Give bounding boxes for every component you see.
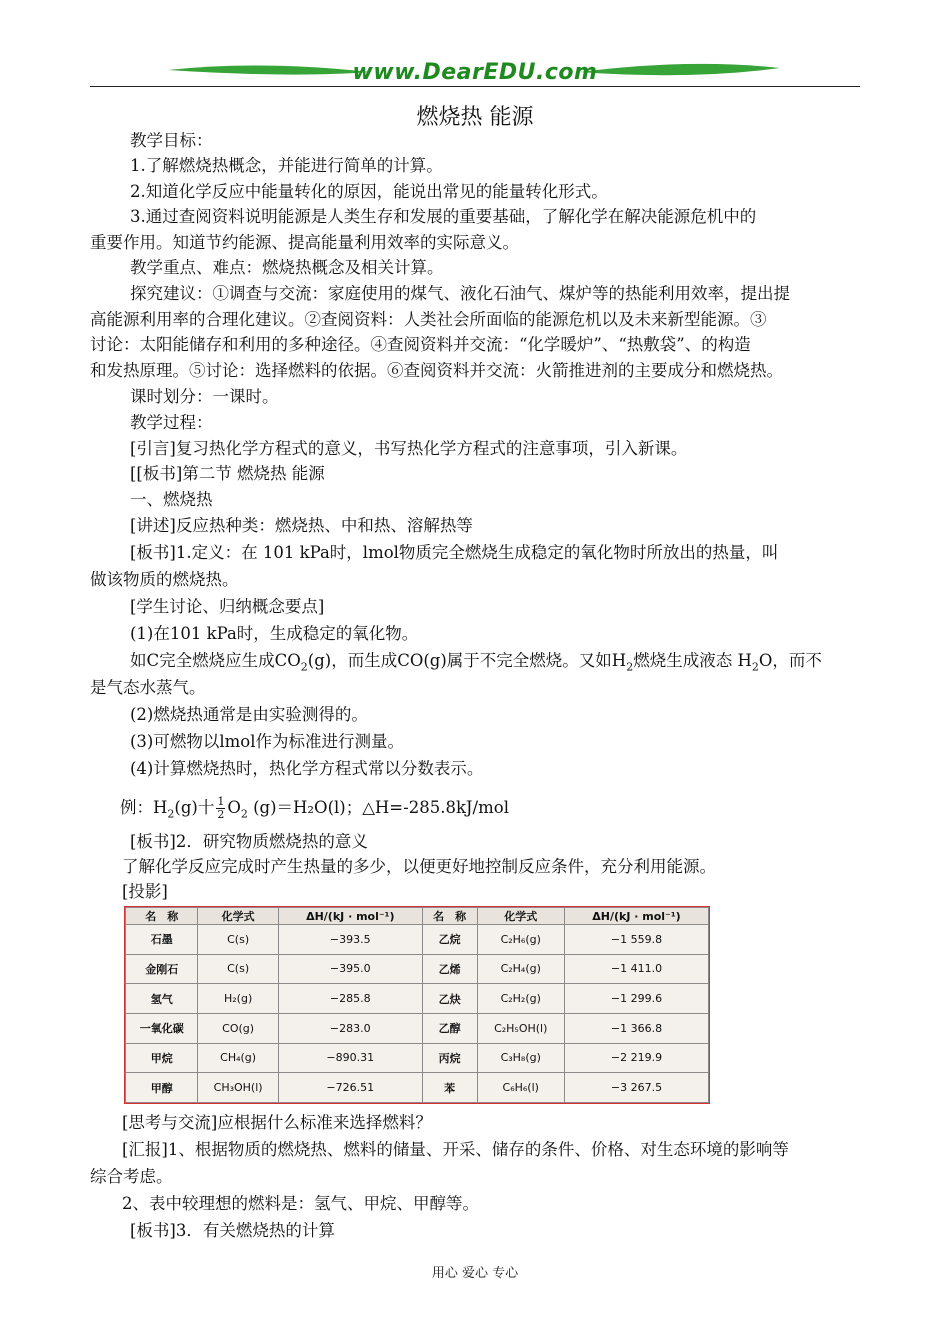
text-line: 教学目标： (130, 131, 213, 150)
text-line: 课时划分：一课时。 (130, 387, 279, 406)
table-cell: C₂H₅OH(l) (477, 1013, 564, 1043)
table-cell: −1 559.8 (564, 925, 708, 955)
table-header: ΔH/(kJ · mol⁻¹) (278, 908, 422, 925)
table-cell: −3 267.5 (564, 1073, 708, 1103)
text-line: 一、燃烧热 (130, 490, 213, 509)
text-line: 是气态水蒸气。 (90, 678, 206, 697)
table-cell: CH₄(g) (198, 1043, 278, 1073)
text-line: 教学过程： (130, 413, 213, 432)
table-cell: −283.0 (278, 1013, 422, 1043)
table-row (126, 1043, 709, 1073)
combustion-heat-table (124, 906, 710, 1104)
table-cell: 苯 (422, 1073, 477, 1103)
table-cell: C(s) (198, 925, 278, 955)
table-cell: 乙烯 (422, 954, 477, 984)
text-line: [板书]1.定义：在 101 kPa时，lmol物质完全燃烧生成稳定的氧化物时所放出的热量，叫 (130, 543, 779, 562)
table-header: 化学式 (477, 908, 564, 925)
table-header: ΔH/(kJ · mol⁻¹) (564, 908, 708, 925)
text-line: 讨论：太阳能储存和利用的多种途径。④查阅资料并交流：“化学暖炉”、“热敷袋”、的构造 (90, 335, 751, 354)
heat-table (125, 907, 709, 1103)
text-line: 教学重点、难点：燃烧热概念及相关计算。 (130, 258, 444, 277)
text-line: [板书]3．有关燃烧热的计算 (130, 1221, 335, 1240)
table-cell: CH₃OH(l) (198, 1073, 278, 1103)
table-cell: 石墨 (126, 925, 198, 955)
table-cell: C₂H₂(g) (477, 984, 564, 1014)
table-cell: C₃H₈(g) (477, 1043, 564, 1073)
table-cell: 乙烷 (422, 925, 477, 955)
text-line: 做该物质的燃烧热。 (90, 570, 239, 589)
table-cell: C₂H₄(g) (477, 954, 564, 984)
text-line: [投影] (122, 882, 168, 901)
table-row (126, 925, 709, 955)
table-cell: 乙炔 (422, 984, 477, 1014)
text-line: 1.了解燃烧热概念，并能进行简单的计算。 (130, 156, 443, 175)
table-header: 化学式 (198, 908, 278, 925)
table-row (126, 1073, 709, 1103)
text-line: (1)在101 kPa时，生成稳定的氧化物。 (130, 624, 419, 643)
table-cell: 一氧化碳 (126, 1013, 198, 1043)
table-cell: CO(g) (198, 1013, 278, 1043)
table-cell: −726.51 (278, 1073, 422, 1103)
table-header-row (126, 908, 709, 925)
text-line: [学生讨论、归纳概念要点] (130, 597, 325, 616)
page-footer: 用心 爱心 专心 (431, 1266, 519, 1281)
table-row (126, 1013, 709, 1043)
table-cell: −2 219.9 (564, 1043, 708, 1073)
table-cell: −1 366.8 (564, 1013, 708, 1043)
page-title: 燃烧热 能源 (416, 105, 534, 130)
text-line: [引言]复习热化学方程式的意义，书写热化学方程式的注意事项，引入新课。 (130, 439, 688, 458)
table-header: 名 称 (422, 908, 477, 925)
text-line: [思考与交流]应根据什么标准来选择燃料？ (122, 1113, 432, 1132)
banner-site-name: www.DearEDU.com (352, 60, 598, 85)
table-cell: C₂H₆(g) (477, 925, 564, 955)
table-cell: 甲烷 (126, 1043, 198, 1073)
text-line: 2.知道化学反应中能量转化的原因，能说出常见的能量转化形式。 (130, 182, 608, 201)
text-line: 3.通过查阅资料说明能源是人类生存和发展的重要基础，了解化学在解决能源危机中的 (130, 207, 757, 226)
text-line: 重要作用。知道节约能源、提高能量利用效率的实际意义。 (90, 233, 519, 252)
table-cell: −1 411.0 (564, 954, 708, 984)
table-row (126, 954, 709, 984)
table-cell: C₆H₆(l) (477, 1073, 564, 1103)
text-line: 2、表中较理想的燃料是：氢气、甲烷、甲醇等。 (122, 1194, 479, 1213)
table-cell: −285.8 (278, 984, 422, 1014)
text-line: 探究建议：①调查与交流：家庭使用的煤气、液化石油气、煤炉等的热能利用效率，提出提 (130, 284, 790, 303)
text-line: [[板书]第二节 燃烧热 能源 (130, 464, 325, 483)
text-line: 和发热原理。⑤讨论：选择燃料的依据。⑥查阅资料并交流：火箭推进剂的主要成分和燃烧热。 (90, 361, 783, 380)
table-cell: C(s) (198, 954, 278, 984)
table-cell: 甲醇 (126, 1073, 198, 1103)
table-cell: 丙烷 (422, 1043, 477, 1073)
text-line: (2)燃烧热通常是由实验测得的。 (130, 705, 368, 724)
table-cell: 金刚石 (126, 954, 198, 984)
text-line: [汇报]1、根据物质的燃烧热、燃料的储量、开采、储存的条件、价格、对生态环境的影响等 (122, 1140, 789, 1159)
table-cell: H₂(g) (198, 984, 278, 1014)
text-line: (4)计算燃烧热时，热化学方程式常以分数表示。 (130, 759, 484, 778)
fraction-one-half: $\frac{1}{2}$ (217, 795, 225, 821)
table-cell: −890.31 (278, 1043, 422, 1073)
text-line: [讲述]反应热种类：燃烧热、中和热、溶解热等 (130, 516, 473, 535)
header-rule (90, 86, 860, 87)
text-line-co2: 如C完全燃烧应生成$CO_2(g)$，而生成CO(g)属于不完全燃烧。又如$H_2$燃烧生成液态 $H_2O$，而不 (130, 651, 822, 674)
table-cell: 氢气 (126, 984, 198, 1014)
table-header: 名 称 (126, 908, 198, 925)
table-cell: −393.5 (278, 925, 422, 955)
table-row (126, 984, 709, 1014)
table-cell: 乙醇 (422, 1013, 477, 1043)
table-cell: −1 299.6 (564, 984, 708, 1014)
text-line: 高能源利用率的合理化建议。②查阅资料：人类社会所面临的能源危机以及未来新型能源。③ (90, 310, 767, 329)
text-line: 综合考虑。 (90, 1167, 173, 1186)
text-line: (3)可燃物以lmol作为标准进行测量。 (130, 732, 405, 751)
text-line: 了解化学反应完成时产生热量的多少，以便更好地控制反应条件，充分利用能源。 (122, 857, 716, 876)
text-line: [板书]2．研究物质燃烧热的意义 (130, 832, 368, 851)
example-equation: 例：$H_2(g)$十 $\frac{1}{2}$ $O_2$ (g)＝H₂O(l)；△H=-285.8kJ/mol (120, 795, 509, 821)
table-cell: −395.0 (278, 954, 422, 984)
